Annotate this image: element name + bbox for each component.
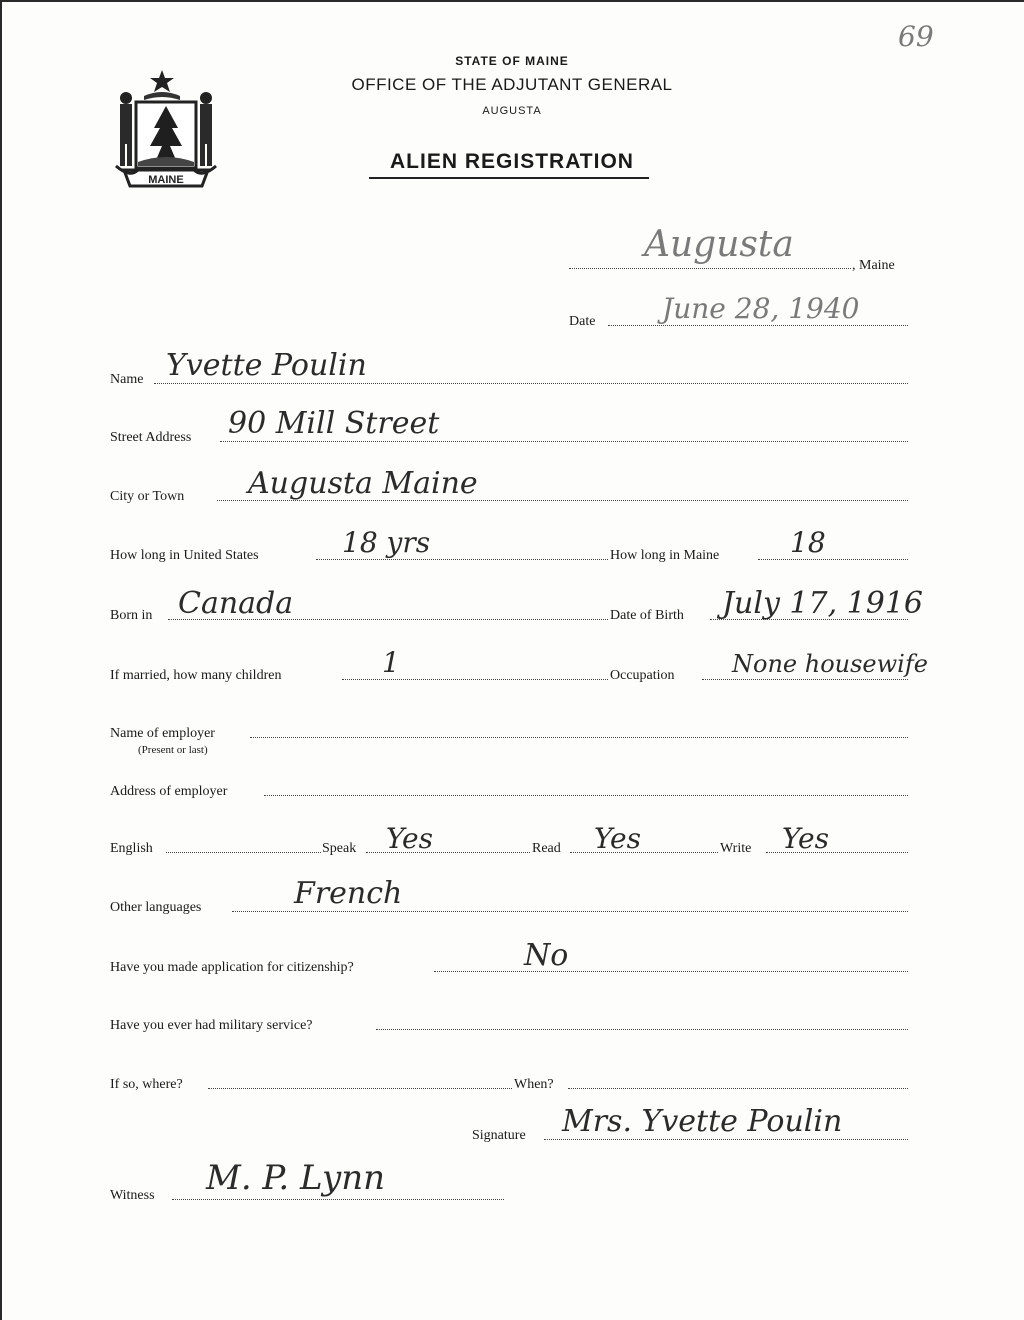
place-line — [569, 268, 851, 269]
when-label: When? — [514, 1077, 554, 1092]
street-line — [220, 441, 908, 442]
witness-line — [172, 1199, 504, 1200]
read-value: Yes — [594, 822, 641, 855]
born-in-value: Canada — [178, 586, 294, 621]
employer-address-label: Address of employer — [110, 784, 228, 799]
born-in-label: Born in — [110, 608, 153, 623]
signature-line — [544, 1139, 908, 1140]
date-value: June 28, 1940 — [662, 292, 860, 325]
dob-label: Date of Birth — [610, 608, 684, 623]
citizenship-value: No — [524, 938, 569, 973]
form-title: ALIEN REGISTRATION — [390, 150, 634, 173]
speak-value: Yes — [386, 822, 433, 855]
when-line — [568, 1088, 908, 1089]
date-line — [608, 325, 908, 326]
street-value: 90 Mill Street — [228, 406, 440, 441]
city-value: Augusta Maine — [248, 466, 478, 501]
citizenship-label: Have you made application for citizenship? — [110, 960, 354, 975]
employer-address-line — [264, 795, 908, 796]
children-label: If married, how many children — [110, 668, 282, 683]
english-label: English — [110, 841, 153, 856]
maine-label: , Maine — [852, 258, 895, 273]
witness-value: M. P. Lynn — [206, 1158, 386, 1198]
header-office: OFFICE OF THE ADJUTANT GENERAL — [351, 75, 673, 94]
speak-label: Speak — [322, 841, 357, 856]
occupation-value: None housewife — [732, 650, 928, 678]
citizenship-line — [434, 971, 908, 972]
title-underline — [369, 177, 649, 179]
seal-lettering: MAINE — [148, 174, 184, 186]
city-label: City or Town — [110, 489, 185, 504]
signature-label: Signature — [472, 1128, 526, 1143]
state-seal-icon — [110, 66, 222, 194]
page-number: 69 — [898, 20, 934, 53]
where-label: If so, where? — [110, 1077, 183, 1092]
how-long-maine-line — [758, 559, 908, 560]
write-value: Yes — [782, 822, 829, 855]
other-languages-line — [232, 911, 908, 912]
write-label: Write — [720, 841, 752, 856]
read-label: Read — [532, 841, 561, 856]
other-languages-value: French — [294, 876, 403, 911]
date-label: Date — [569, 314, 596, 329]
header-state: STATE OF MAINE — [455, 54, 569, 68]
witness-label: Witness — [110, 1188, 155, 1203]
name-line — [154, 383, 908, 384]
employer-label: Name of employer — [110, 726, 215, 741]
military-label: Have you ever had military service? — [110, 1018, 313, 1033]
occupation-line — [702, 679, 908, 680]
children-line — [342, 679, 608, 680]
occupation-label: Occupation — [610, 668, 675, 683]
military-line — [376, 1029, 908, 1030]
header-city: AUGUSTA — [482, 105, 542, 117]
read-line — [570, 852, 718, 853]
dob-value: July 17, 1916 — [722, 586, 924, 621]
name-label: Name — [110, 372, 144, 387]
place-value: Augusta — [644, 224, 794, 265]
how-long-us-value: 18 yrs — [342, 526, 431, 559]
children-value: 1 — [382, 646, 400, 679]
how-long-us-label: How long in United States — [110, 548, 259, 563]
where-line — [208, 1088, 512, 1089]
english-line — [166, 852, 321, 853]
employer-line — [250, 737, 908, 738]
how-long-us-line — [316, 559, 608, 560]
employer-note: (Present or last) — [138, 744, 208, 756]
other-languages-label: Other languages — [110, 900, 202, 915]
name-value: Yvette Poulin — [166, 348, 367, 383]
street-label: Street Address — [110, 430, 192, 445]
how-long-maine-value: 18 — [790, 526, 826, 559]
how-long-maine-label: How long in Maine — [610, 548, 720, 563]
signature-value: Mrs. Yvette Poulin — [562, 1104, 843, 1139]
